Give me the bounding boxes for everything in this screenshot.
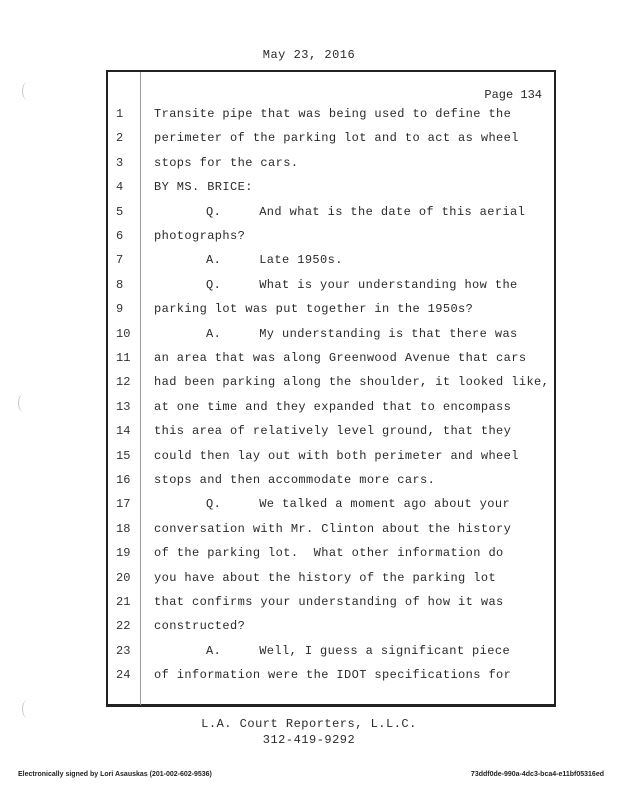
line-text: you have about the history of the parking lot — [154, 570, 497, 585]
line-text: Q. What is your understanding how the — [206, 277, 518, 292]
transcript-date: May 23, 2016 — [262, 48, 356, 62]
transcript-line — [108, 424, 558, 444]
transcript-line — [108, 400, 558, 420]
line-number: 8 — [116, 277, 124, 292]
page-number: Page 134 — [484, 88, 542, 102]
transcript-line — [108, 522, 558, 542]
transcript-line — [108, 205, 558, 225]
reporter-phone: 312-419-9292 — [262, 733, 356, 747]
line-text: BY MS. BRICE: — [154, 180, 253, 195]
line-number: 15 — [116, 448, 131, 463]
line-number: 6 — [116, 229, 124, 243]
line-text: had been parking along the shoulder, it looked like, — [154, 375, 550, 390]
reporter-footer — [0, 716, 618, 748]
transcript-line — [108, 619, 558, 639]
transcript-line — [108, 156, 558, 176]
line-text: photographs? — [154, 229, 246, 243]
line-number: 1 — [116, 107, 124, 121]
transcript-page-frame — [106, 70, 556, 707]
line-number: 11 — [116, 351, 131, 365]
line-text: A. Well, I guess a significant piece — [206, 643, 511, 658]
line-number: 20 — [116, 570, 131, 585]
transcript-line — [108, 571, 558, 591]
line-text: Transite pipe that was being used to define the — [154, 107, 512, 121]
line-text: perimeter of the parking lot and to act as wheel — [154, 131, 519, 146]
transcript-line — [108, 668, 558, 688]
electronic-signature: Electronically signed by Lori Asauskas (201-002-602-9536) — [18, 771, 212, 778]
line-text: conversation with Mr. Clinton about the history — [154, 521, 512, 536]
line-number: 3 — [116, 155, 124, 170]
transcript-line — [108, 375, 558, 395]
transcript-line — [108, 302, 558, 322]
transcript-line — [108, 180, 558, 200]
line-text: stops and then accommodate more cars. — [154, 473, 436, 487]
reporter-company: L.A. Court Reporters, L.L.C. — [201, 717, 417, 731]
line-text: an area that was along Greenwood Avenue that cars — [154, 351, 527, 365]
line-text: that confirms your understanding of how it was — [154, 595, 504, 609]
line-text: this area of relatively level ground, that they — [154, 424, 512, 439]
line-number: 19 — [116, 546, 131, 561]
punch-hole-top — [22, 82, 33, 100]
transcript-line — [108, 131, 558, 151]
line-text: A. Late 1950s. — [206, 253, 343, 268]
line-number: 22 — [116, 619, 131, 634]
line-number: 4 — [116, 180, 124, 195]
line-text: Q. And what is the date of this aerial — [206, 204, 526, 219]
line-number-divider — [140, 72, 141, 705]
line-number: 24 — [116, 668, 131, 683]
line-text: A. My understanding is that there was — [206, 326, 518, 341]
line-text: of the parking lot. What other information do — [154, 546, 504, 561]
line-text: at one time and they expanded that to encompass — [154, 399, 512, 414]
line-text: parking lot was put together in the 1950s? — [154, 302, 474, 317]
line-text: stops for the cars. — [154, 155, 299, 170]
line-number: 18 — [116, 521, 131, 536]
transcript-line — [108, 595, 558, 615]
line-number: 2 — [116, 131, 124, 146]
line-number: 7 — [116, 253, 124, 268]
line-text: of information were the IDOT specifications for — [154, 668, 512, 683]
transcript-line — [108, 473, 558, 493]
line-number: 5 — [116, 204, 124, 219]
document-hash: 73ddf0de-990a-4dc3-bca4-e11bf05316ed — [470, 771, 604, 778]
line-text: constructed? — [154, 619, 246, 634]
punch-hole-middle — [18, 394, 29, 412]
line-number: 12 — [116, 375, 131, 390]
line-number: 13 — [116, 399, 131, 414]
line-number: 14 — [116, 424, 131, 439]
transcript-line — [108, 229, 558, 249]
line-number: 9 — [116, 302, 124, 317]
line-number: 17 — [116, 497, 131, 512]
transcript-line — [108, 253, 558, 273]
transcript-line — [108, 107, 558, 127]
transcript-line — [108, 278, 558, 298]
line-number: 10 — [116, 326, 131, 341]
transcript-line — [108, 327, 558, 347]
transcript-line — [108, 449, 558, 469]
line-number: 16 — [116, 473, 131, 487]
transcript-line — [108, 546, 558, 566]
line-text: could then lay out with both perimeter and wheel — [154, 448, 519, 463]
line-number: 23 — [116, 643, 131, 658]
transcript-line — [108, 497, 558, 517]
transcript-line — [108, 644, 558, 664]
line-number: 21 — [116, 595, 131, 609]
line-text: Q. We talked a moment ago about your — [206, 497, 511, 512]
transcript-line — [108, 351, 558, 371]
